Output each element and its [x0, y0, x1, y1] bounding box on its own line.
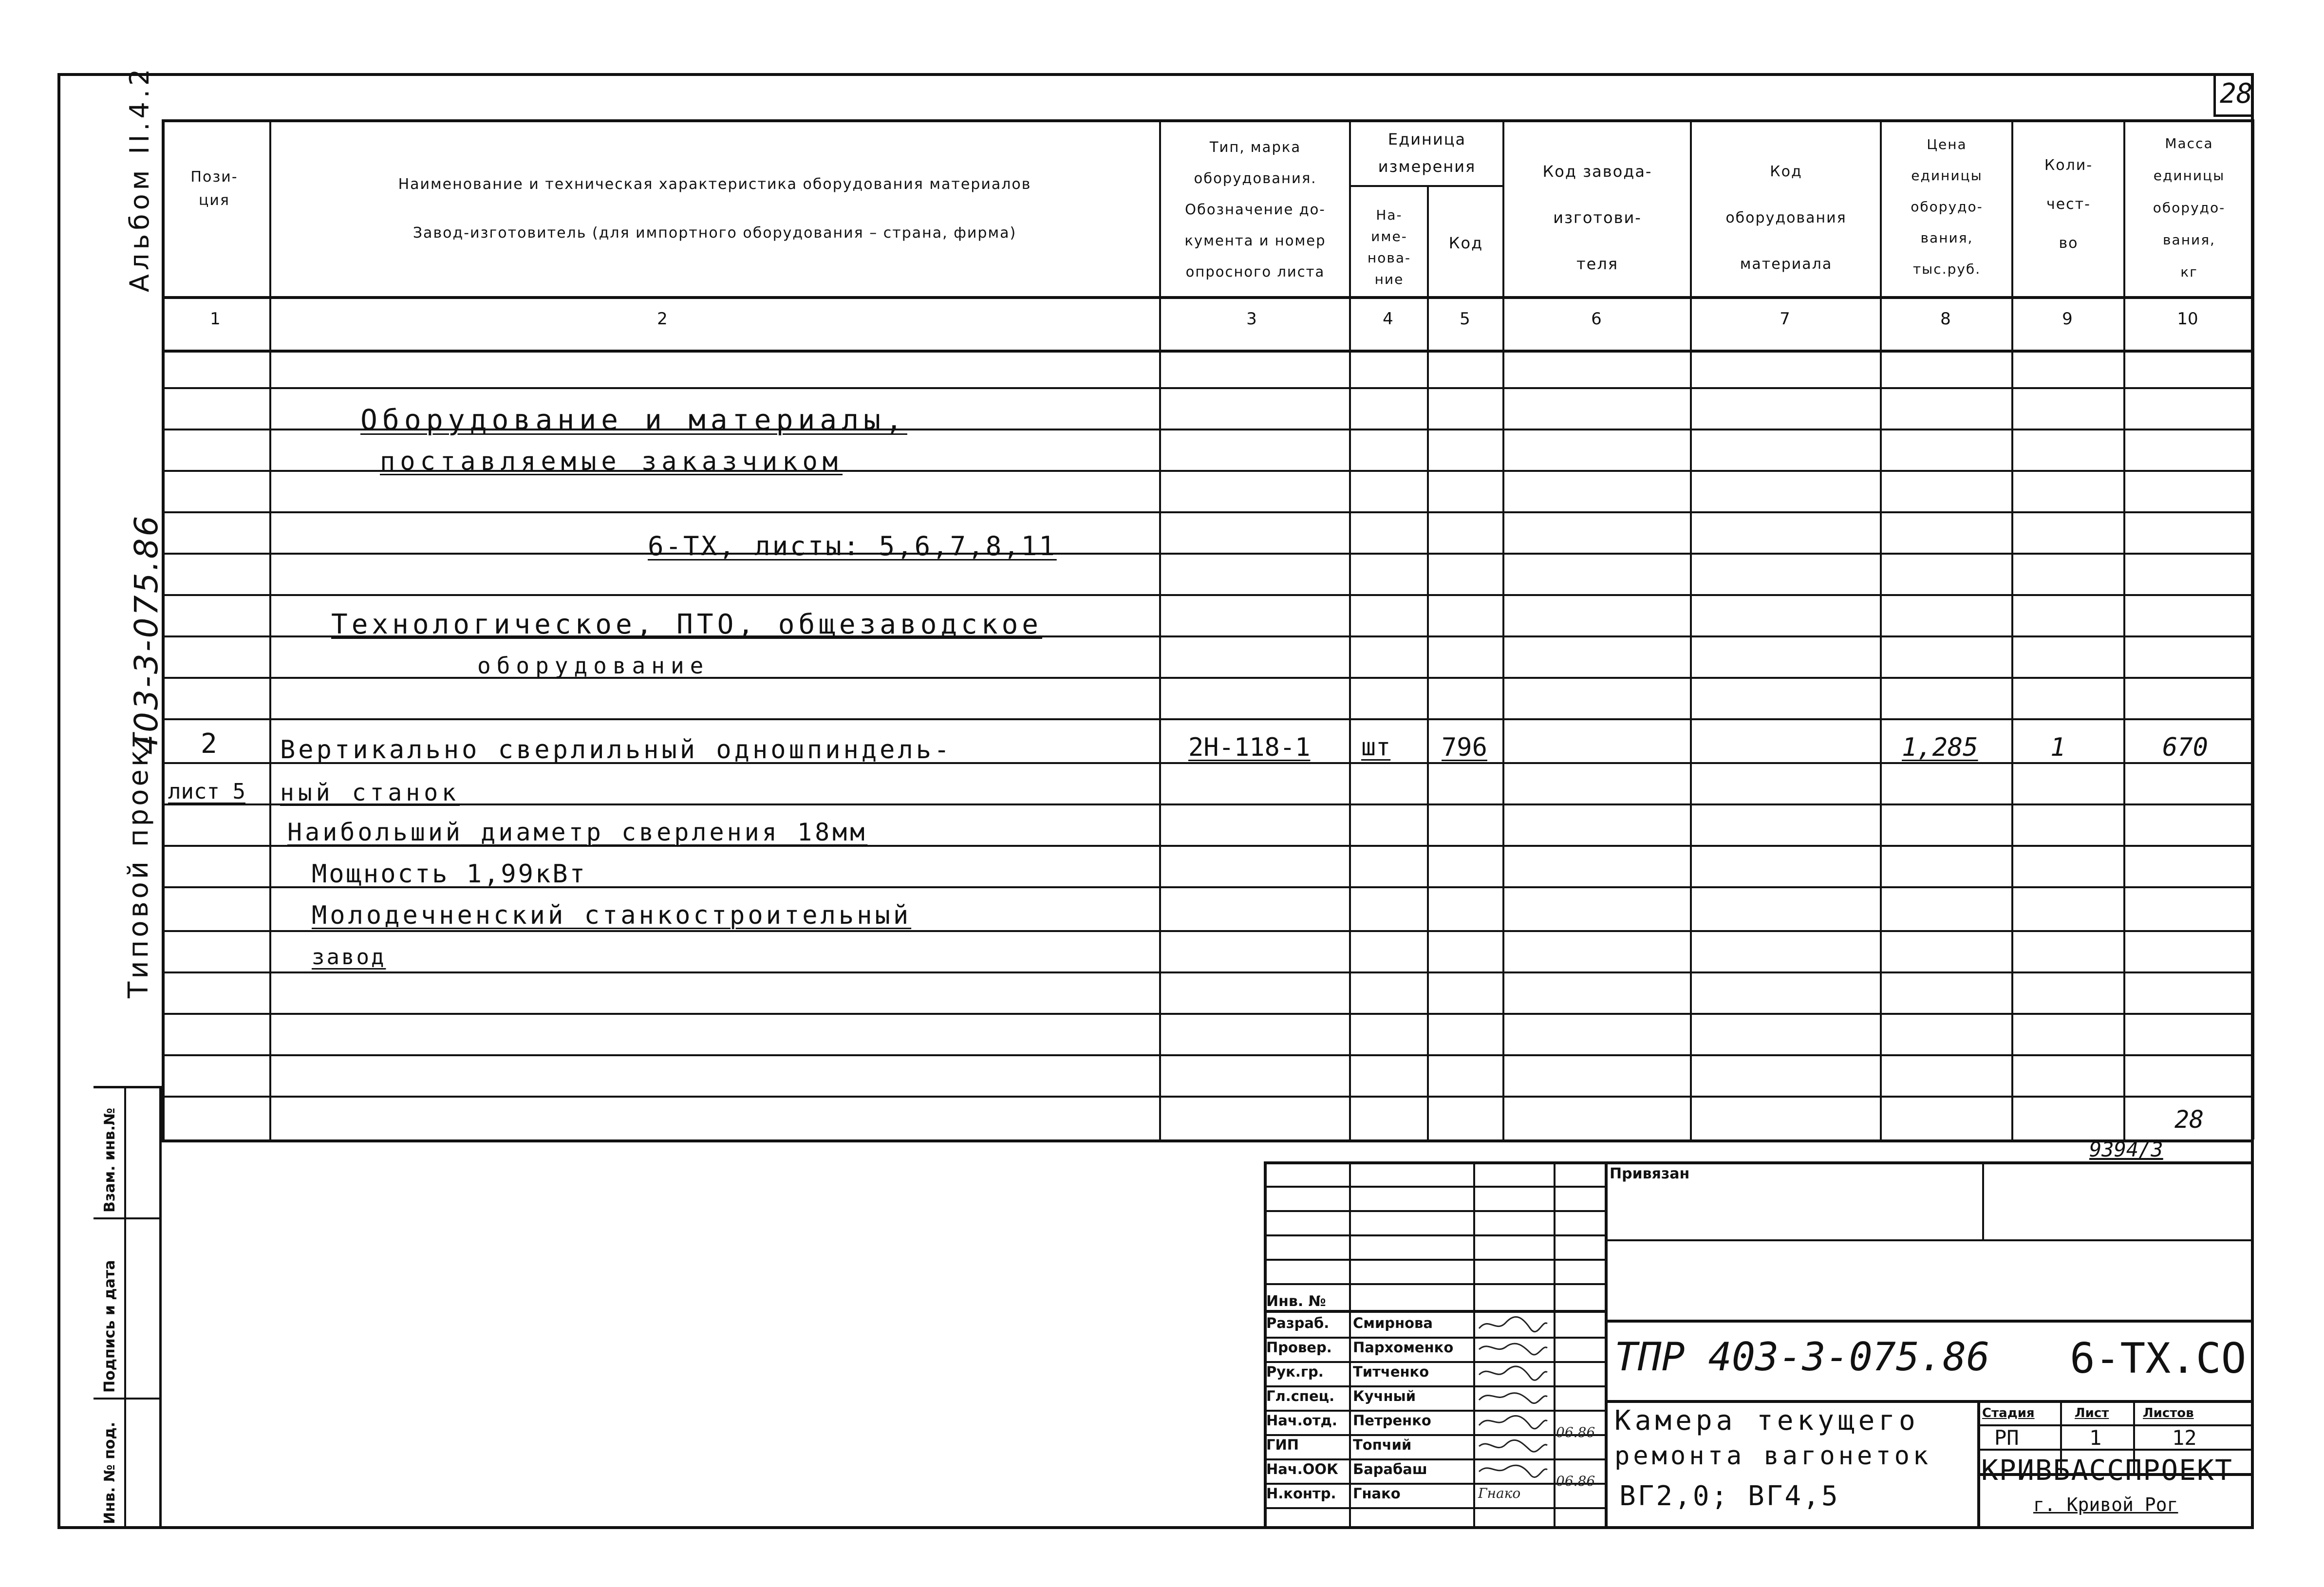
col-line-3: [1159, 119, 1161, 1139]
stamp-line: [1605, 1239, 2254, 1241]
stamp-title-line1: Камера текущего: [1614, 1405, 1919, 1437]
header-factory-code: Код завода- изготови- теля: [1542, 162, 1652, 273]
item-name-line1: Вертикально сверлильный одношпиндель-: [280, 735, 953, 765]
table-row-line: [162, 803, 2254, 805]
stamp-doc-code: ТПР 403-3-075.86: [1614, 1334, 1990, 1380]
item-name-line4: Мощность 1,99кВт: [312, 859, 587, 889]
unit-group-line: [1349, 185, 1502, 187]
header-mass: Масса единицы оборудо- вания, кг: [2153, 135, 2226, 280]
stamp-privyazan: Привязан: [1610, 1165, 1690, 1182]
stamp-row-line: [1264, 1385, 1605, 1387]
stamp-person-name: Барабаш: [1353, 1461, 1427, 1477]
stamp-role: Гл.спец.: [1266, 1388, 1335, 1404]
colnum-7: 7: [1780, 309, 1790, 329]
section1-line1: Оборудование и материалы,: [360, 403, 907, 436]
stamp-date-1: 06.86: [1556, 1424, 1595, 1440]
header-unit-group: Единица измерения: [1378, 130, 1476, 176]
header-unit-code: Код: [1448, 234, 1483, 252]
table-row-line: [162, 718, 2254, 720]
stamp-col: [1605, 1161, 1608, 1529]
section2-line2: оборудование: [477, 653, 710, 679]
section2-line1: Технологическое, ПТО, общезаводское: [331, 609, 1043, 640]
header-bottom: [162, 296, 2254, 299]
table-row-line: [162, 1054, 2254, 1056]
header-price: Цена единицы оборудо- вания, тыс.руб.: [1911, 136, 1983, 277]
stamp-row-line: [1264, 1234, 1605, 1236]
col-line-8: [1880, 119, 1882, 1139]
stamp-row-line: [1264, 1434, 1605, 1436]
item-name-line2: ный станок: [280, 779, 460, 806]
item-sheet: лист 5: [168, 779, 245, 804]
margin-cell-3: Инв. № под.: [101, 1421, 118, 1524]
table-row-line: [162, 1096, 2254, 1098]
stamp-person-name: Пархоменко: [1353, 1339, 1454, 1356]
stamp-col: [1473, 1161, 1475, 1529]
stamp-row-line: [1264, 1283, 1605, 1285]
stamp-doc-mark: 6-ТХ.СО: [2070, 1334, 2247, 1383]
item-price: 1,285: [1902, 733, 1978, 762]
stamp-row-line: [1264, 1186, 1605, 1188]
colnum-3: 3: [1246, 309, 1257, 329]
album-label: Альбом II.4.2: [124, 65, 155, 292]
stamp-sheet: 1: [2089, 1426, 2102, 1450]
margin-line: [94, 1217, 162, 1219]
stamp-city: г. Кривой Рог: [2033, 1494, 2178, 1515]
col-line-9: [2011, 119, 2013, 1139]
table-row-line: [162, 971, 2254, 973]
stamp-row-line: [1264, 1310, 1605, 1313]
project-number: 403-3-075.86: [128, 514, 165, 755]
stamp-role: Разраб.: [1266, 1315, 1330, 1331]
stamp-signature: Гнако: [1478, 1485, 1521, 1501]
item-qty: 1: [2050, 733, 2066, 762]
col-line-4: [1349, 119, 1351, 1139]
stamp-person-name: Гнако: [1353, 1485, 1401, 1502]
header-type: Тип, марка оборудования. Обозначение до- кумента и номер опросного листа: [1184, 139, 1326, 280]
stamp-org: КРИВБАССПРОЕКТ: [1981, 1454, 2233, 1487]
stamp-title-line3: ВГ2,0; ВГ4,5: [1619, 1480, 1840, 1512]
item-mass: 670: [2162, 733, 2208, 762]
item-type: 2Н-118-1: [1188, 733, 1311, 762]
item-name-line3: Наибольший диаметр сверления 18мм: [287, 818, 868, 846]
stamp-row-line: [1264, 1361, 1605, 1363]
header-unit-name: На- име- нова- ние: [1367, 207, 1411, 287]
stamp-person-name: Петренко: [1353, 1412, 1431, 1429]
signature-scribble: [1477, 1411, 1550, 1435]
stamp-col: [1982, 1161, 1984, 1239]
stamp-row-line: [1264, 1483, 1605, 1485]
stamp-sheets-label: Листов: [2143, 1406, 2194, 1420]
table-row-line: [162, 594, 2254, 596]
stamp-stage-label: Стадия: [1982, 1406, 2035, 1420]
stamp-col: [1554, 1161, 1556, 1529]
col-line-1: [162, 119, 165, 1139]
table-row-line: [162, 677, 2254, 679]
page-number: 28: [2220, 78, 2253, 110]
stamp-row-line: [1264, 1507, 1605, 1509]
col-line-2: [269, 119, 271, 1139]
stamp-line: [1605, 1400, 2254, 1403]
stamp-person-name: Титченко: [1353, 1363, 1429, 1380]
col-line-11: [2252, 119, 2254, 1139]
stamp-sheets: 12: [2172, 1426, 2197, 1450]
stamp-stage: РП: [1994, 1426, 2019, 1450]
margin-divider: [124, 1086, 126, 1529]
stamp-row-line: [1264, 1458, 1605, 1460]
header-name-line2: Завод-изготовитель (для импортного оборудования – страна, фирма): [412, 224, 1017, 242]
margin-cell-2: Подпись и дата: [101, 1260, 118, 1393]
table-row-line: [162, 387, 2254, 389]
col-line-6: [1502, 119, 1504, 1139]
stamp-role: Рук.гр.: [1266, 1363, 1324, 1380]
table-row-line: [162, 511, 2254, 513]
stamp-role: Н.контр.: [1266, 1485, 1336, 1502]
colnum-10: 10: [2177, 309, 2198, 329]
table-top: [162, 119, 2254, 122]
item-unit-code: 796: [1442, 733, 1487, 762]
colnum-4: 4: [1383, 309, 1393, 329]
archive-number: 9394/3: [2089, 1138, 2163, 1161]
stamp-person-name: Топчий: [1353, 1437, 1412, 1453]
stamp-date-2: 06.86: [1556, 1473, 1595, 1489]
stamp-role: Нач.отд.: [1266, 1412, 1337, 1429]
col-line-7: [1690, 119, 1692, 1139]
col-line-5: [1427, 185, 1429, 1139]
section1-line2: поставляемые заказчиком: [380, 447, 843, 476]
colnum-5: 5: [1460, 309, 1470, 329]
stamp-col: [1349, 1161, 1351, 1529]
stamp-role: Провер.: [1266, 1339, 1332, 1356]
colnum-6: 6: [1591, 309, 1602, 329]
colnum-bottom: [162, 350, 2254, 353]
item-position: 2: [201, 728, 217, 760]
header-position: Пози- ция: [190, 168, 238, 209]
colnum-8: 8: [1940, 309, 1951, 329]
colnum-9: 9: [2062, 309, 2073, 329]
colnum-2: 2: [657, 309, 668, 329]
margin-cell-1: Взам. инв.№: [101, 1107, 118, 1213]
stamp-sheet-label: Лист: [2075, 1406, 2109, 1420]
table-row-line: [162, 1013, 2254, 1015]
item-unit: шт: [1361, 733, 1391, 761]
signature-scribble: [1477, 1314, 1550, 1337]
header-name-line1: Наименование и техническая характеристика оборудования материалов: [398, 176, 1031, 193]
stamp-col: [1977, 1400, 1980, 1529]
signature-scribble: [1477, 1363, 1550, 1386]
stamp-row-line: [1264, 1410, 1605, 1412]
stamp-role: ГИП: [1266, 1437, 1299, 1453]
margin-line: [94, 1398, 162, 1400]
sheets-reference: 6-ТХ, листы: 5,6,7,8,11: [648, 531, 1057, 561]
project-label: Типовой проект: [123, 728, 154, 998]
stamp-role: Нач.ООК: [1266, 1461, 1338, 1477]
item-name-line5: Молодечненский станкостроительный: [312, 901, 912, 930]
corner-page-number: 28: [2174, 1105, 2204, 1134]
table-row-line: [162, 553, 2254, 555]
table-bottom: [162, 1139, 2254, 1142]
signature-scribble: [1477, 1436, 1550, 1459]
table-row-line: [162, 930, 2254, 932]
signature-scribble: [1477, 1387, 1550, 1410]
stamp-row-line: [1264, 1259, 1605, 1261]
stamp-row-line: [1264, 1337, 1605, 1339]
col-line-10: [2123, 119, 2125, 1139]
header-qty: Коли- чест- во: [2044, 157, 2093, 252]
item-name-line6: завод: [312, 945, 386, 970]
stamp-line: [1605, 1320, 2254, 1323]
stamp-person-name: Смирнова: [1353, 1315, 1433, 1331]
stamp-row-line: [1264, 1210, 1605, 1212]
stamp-title-line2: ремонта вагонеток: [1614, 1441, 1932, 1471]
stamp-person-name: Кучный: [1353, 1388, 1416, 1404]
header-equipment-code: Код оборудования материала: [1725, 163, 1847, 273]
stamp-inv-label: Инв. №: [1266, 1293, 1326, 1310]
signature-scribble: [1477, 1338, 1550, 1362]
signature-scribble: [1477, 1460, 1550, 1483]
colnum-1: 1: [210, 309, 221, 329]
